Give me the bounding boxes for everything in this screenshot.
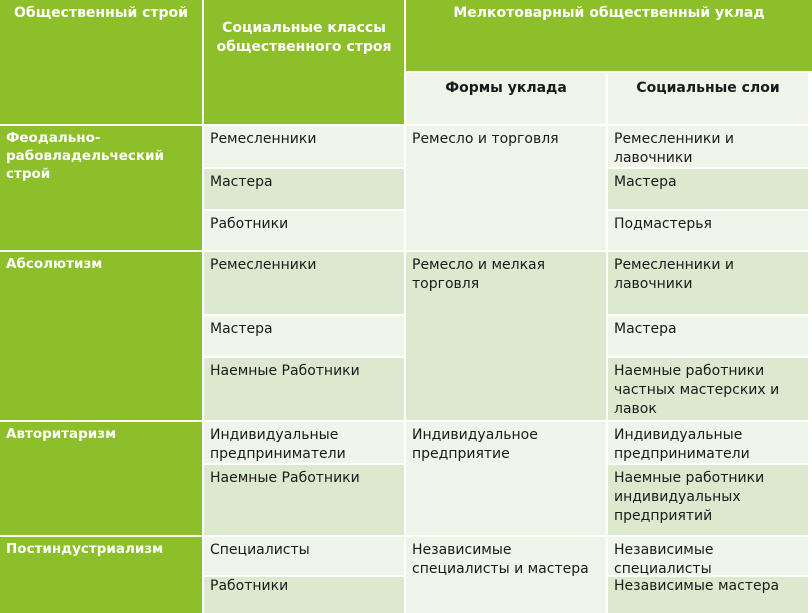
layer-cell: Независимые специалисты	[608, 537, 808, 575]
form-cell: Ремесло и мелкая торговля	[406, 252, 606, 420]
class-cell: Мастера	[204, 169, 404, 209]
class-cell: Мастера	[204, 316, 404, 356]
class-cell: Работники	[204, 577, 404, 613]
header-forms: Формы уклада	[406, 73, 606, 124]
layer-cell: Мастера	[608, 316, 808, 356]
layer-cell: Подмастерья	[608, 211, 808, 250]
layer-cell: Индивидуальные предприниматели	[608, 422, 808, 463]
class-cell: Ремесленники	[204, 252, 404, 314]
layer-cell: Наемные работники частных мастерских и лавок	[608, 358, 808, 420]
layer-cell: Ремесленники и лавочники	[608, 252, 808, 314]
class-cell: Специалисты	[204, 537, 404, 575]
form-cell: Индивидуальное предприятие	[406, 422, 606, 535]
row-system-authoritarianism: Авторитаризм	[0, 422, 202, 535]
layer-cell: Наемные работники индивидуальных предприятий	[608, 465, 808, 535]
row-system-absolutism: Абсолютизм	[0, 252, 202, 420]
header-social-system: Общественный строй	[0, 0, 202, 124]
layer-cell: Независимые мастера	[608, 577, 808, 613]
form-cell: Независимые специалисты и мастера	[406, 537, 606, 613]
header-social-classes: Социальные классы общественного строя	[204, 0, 404, 124]
row-system-postindustrialism: Постиндустриализм	[0, 537, 202, 613]
class-cell: Наемные Работники	[204, 358, 404, 420]
header-social-layers: Социальные слои	[608, 73, 808, 124]
row-system-feudal: Феодально-рабовладельческий строй	[0, 126, 202, 250]
class-cell: Наемные Работники	[204, 465, 404, 535]
class-cell: Работники	[204, 211, 404, 250]
class-cell: Индивидуальные предприниматели	[204, 422, 404, 463]
layer-cell: Ремесленники и лавочники	[608, 126, 808, 167]
layer-cell: Мастера	[608, 169, 808, 209]
form-cell: Ремесло и торговля	[406, 126, 606, 250]
class-cell: Ремесленники	[204, 126, 404, 167]
header-small-commodity-structure: Мелкотоварный общественный уклад	[406, 0, 812, 71]
